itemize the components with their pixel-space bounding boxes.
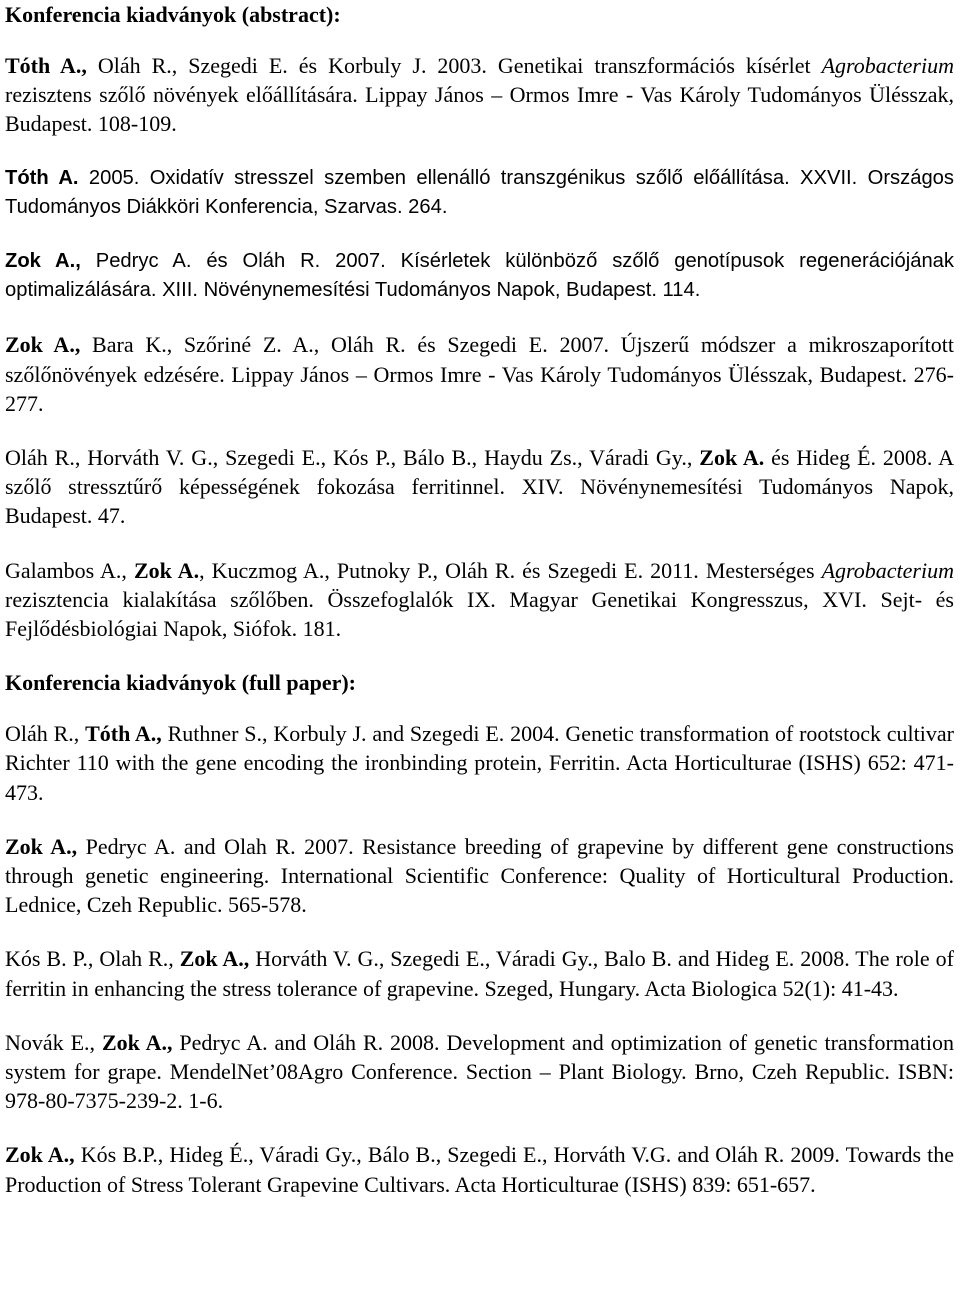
- abstract-entry: Zok A., Pedryc A. és Oláh R. 2007. Kísérletek különböző szőlő genotípusok regenerációjának optimalizálására. XIII. Növénynemesítési Tudományos Napok, Budapest. 114.: [5, 250, 955, 302]
- abstract-entry: Tóth A. 2005. Oxidatív stresszel szemben ellenálló transzgénikus szőlő előállítása. XXVII. Országos Tudományos Diákköri Konferencia, Szarvas. 264.: [5, 166, 955, 218]
- italic-term: Agrobacterium: [821, 557, 954, 583]
- fullpaper-entry: Kós B. P., Olah R., Zok A., Horváth V. G., Szegedi E., Váradi Gy., Balo B. and Hideg E. 2008. The role of ferritin in enhancing the stress tolerance of grapevine. Szeged, Hungary. Acta Biologica 52(1): 41-43.: [5, 946, 954, 1001]
- fullpaper-heading: Konferencia kiadványok (full paper):: [5, 670, 357, 696]
- author-bold: Zok A.,: [5, 332, 81, 358]
- author-bold: Tóth A.: [5, 166, 79, 189]
- author-bold: Tóth A.,: [5, 53, 87, 78]
- author-bold: Zok A.,: [179, 946, 250, 972]
- fullpaper-entry: Oláh R., Tóth A., Ruthner S., Korbuly J. and Szegedi E. 2004. Genetic transformation of rootstock cultivar Richter 110 with the gene encoding the ironbinding protein, Ferritin. Acta Horticulturae (ISHS) 652: 471-473.: [5, 721, 954, 805]
- abstract-entry: Oláh R., Horváth V. G., Szegedi E., Kós P., Bálo B., Haydu Zs., Váradi Gy., Zok A. és Hideg É. 2008. A szőlő stressztűrő képességének fokozása ferritinnel. XIV. Növénynemesítési Tudományos Napok, Budapest. 47.: [5, 445, 954, 529]
- author-bold: Zok A.: [699, 445, 765, 471]
- abstract-entry: Galambos A., Zok A., Kuczmog A., Putnoky P., Oláh R. és Szegedi E. 2011. Mesterséges Agrobacterium rezisztencia kialakítása szőlőben. Összefoglalók IX. Magyar Genetikai Kongresszus, XVI. Sejt- és Fejlődésbiológiai Napok, Siófok. 181.: [5, 557, 954, 642]
- abstracts-heading: Konferencia kiadványok (abstract):: [5, 2, 341, 27]
- fullpaper-entry: Novák E., Zok A., Pedryc A. and Oláh R. 2008. Development and optimization of genetic transformation system for grape. MendelNet’08Agro Conference. Section – Plant Biology. Brno, Czeh Republic. ISBN: 978-80-7375-239-2. 1-6.: [5, 1029, 954, 1114]
- author-bold: Zok A.,: [5, 1142, 75, 1168]
- abstract-entry: Tóth A., Oláh R., Szegedi E. és Korbuly J. 2003. Genetikai transzformációs kísérlet Agrobacterium rezisztens szőlő növények előállítására. Lippay János – Ormos Imre - Vas Károly Tudományos Ülésszak, Budapest. 108-109.: [5, 53, 954, 137]
- author-bold: Zok A.,: [5, 250, 81, 273]
- author-bold: Zok A.,: [5, 833, 78, 859]
- fullpaper-entry: Zok A., Pedryc A. and Olah R. 2007. Resistance breeding of grapevine by different gene constructions through genetic engineering. International Scientific Conference: Quality of Horticultural Production. Lednice, Czeh Republic. 565-578.: [5, 833, 954, 918]
- fullpaper-entry: Zok A., Kós B.P., Hideg É., Váradi Gy., Bálo B., Szegedi E., Horváth V.G. and Oláh R. 2009. Towards the Production of Stress Tolerant Grapevine Cultivars. Acta Horticulturae (ISHS) 839: 651-657.: [5, 1142, 954, 1197]
- italic-term: Agrobacterium: [821, 53, 954, 78]
- author-bold: Tóth A.,: [85, 721, 162, 747]
- author-bold: Zok A.: [133, 557, 200, 583]
- author-bold: Zok A.,: [101, 1029, 173, 1055]
- abstract-entry: Zok A., Bara K., Szőriné Z. A., Oláh R. és Szegedi E. 2007. Újszerű módszer a mikroszaporított szőlőnövények edzésére. Lippay János – Ormos Imre - Vas Károly Tudományos Ülésszak, Budapest. 276-277.: [5, 332, 954, 416]
